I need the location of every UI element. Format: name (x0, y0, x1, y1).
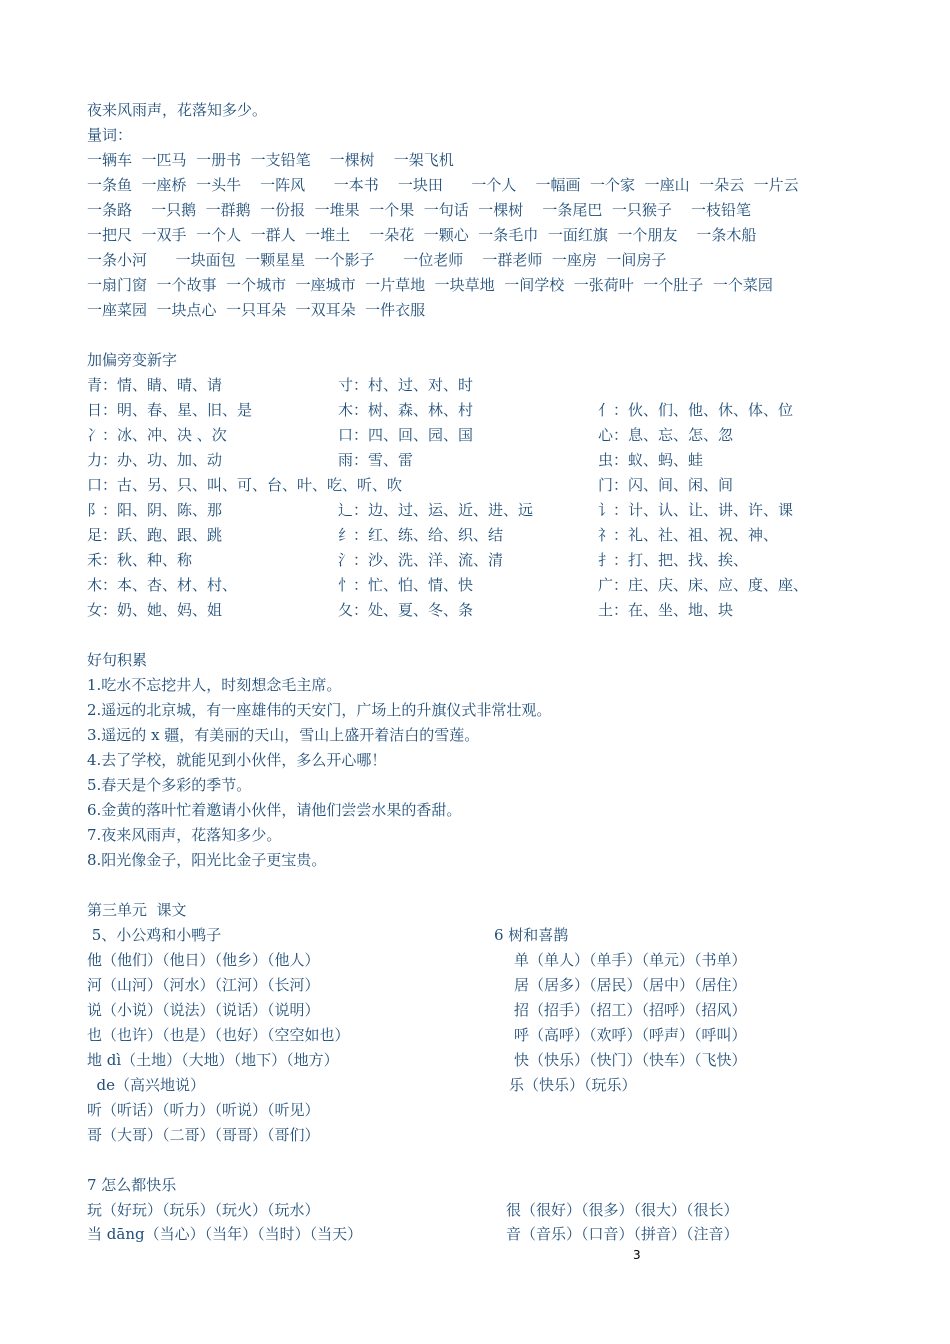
radical-row (0, 450, 950, 470)
lesson6-line: 乐（快乐）（玩乐） (509, 1076, 637, 1094)
lesson5-line: 河（山河）（河水）（江河）（长河） (87, 976, 320, 994)
measure-line: 一条路 一只鹅 一群鹅 一份报 一堆果 一个果 一句话 一棵树 一条尾巴 一只猴子 一枝铅笔 (87, 201, 751, 219)
radical-cell: 亻：伙、们、他、休、体、位 (598, 401, 794, 419)
sentence-item: 3.遥远的 x 疆，有美丽的天山，雪山上盛开着洁白的雪莲。 (87, 726, 480, 744)
radical-row (0, 475, 950, 495)
sentence-item: 1.吃水不忘挖井人，时刻想念毛主席。 (87, 676, 342, 694)
lesson5-line: 也（也许）（也是）（也好）（空空如也） (87, 1026, 350, 1044)
radical-cell: 门：闪、间、闲、间 (598, 476, 734, 494)
radical-row (0, 375, 950, 395)
sentence-item: 7.夜来风雨声，花落知多少。 (87, 826, 282, 844)
radical-cell: 虫：蚁、蚂、蛙 (598, 451, 704, 469)
measure-line: 一座菜园 一块点心 一只耳朵 一双耳朵 一件衣服 (87, 301, 426, 319)
measure-line: 一扇门窗 一个故事 一个城市 一座城市 一片草地 一块草地 一间学校 一张荷叶 一个肚子 一个菜园 (87, 276, 773, 294)
lesson5-line: 哥（大哥）（二哥）（哥哥）（哥们） (87, 1126, 320, 1144)
radical-cell: 礻：礼、社、祖、祝、神、 (598, 526, 779, 544)
sentence-item: 5.春天是个多彩的季节。 (87, 776, 252, 794)
radical-cell: 心：息、忘、怎、忽 (598, 426, 734, 444)
unit3-heading: 第三单元 课文 (87, 901, 187, 919)
radical-row (0, 550, 950, 570)
page-number: 3 (633, 1248, 641, 1262)
radicals-heading: 加偏旁变新字 (87, 351, 178, 369)
radical-cell: 忄：忙、怕、情、快 (338, 576, 474, 594)
lesson5-line: 他（他们）（他日）（他乡）（他人） (87, 951, 320, 969)
lesson5-line: de（高兴地说） (87, 1076, 206, 1094)
radical-cell: 夂：处、夏、冬、条 (338, 601, 474, 619)
radical-row (0, 575, 950, 595)
radical-cell: 寸：村、过、对、时 (338, 376, 474, 394)
radical-cell: 冫：冰、冲、决 、次 (87, 426, 227, 444)
radical-cell: 禾：秋、种、称 (87, 551, 193, 569)
radical-row (0, 400, 950, 420)
lesson5-line: 听（听话）（听力）（听说）（听见） (87, 1101, 320, 1119)
radical-cell: 扌：打、把、找、挨、 (598, 551, 749, 569)
radical-cell: 氵：沙、洗、洋、流、清 (338, 551, 504, 569)
lesson7-line: 很（很好）（很多）（很大）（很长） (506, 1201, 739, 1219)
radical-row (0, 500, 950, 520)
radical-cell: 口：古、另、只、叫、可、台、叶、吃、听、吹 (87, 476, 403, 494)
radical-cell: 辶：边、过、运、近、进、远 (338, 501, 534, 519)
sentences-heading: 好句积累 (87, 651, 148, 669)
radical-cell: 日：明、春、星、旧、是 (87, 401, 253, 419)
lesson6-line: 招（招手）（招工）（招呼）（招风） (514, 1001, 747, 1019)
radical-row (0, 525, 950, 545)
lesson6-line: 呼（高呼）（欢呼）（呼声）（呼叫） (514, 1026, 747, 1044)
radical-cell: 广：庄、庆、床、应、度、座、 (598, 576, 809, 594)
lesson6-line: 居（居多）（居民）（居中）（居住） (514, 976, 747, 994)
radical-cell: 口：四、回、园、国 (338, 426, 474, 444)
radical-cell: 雨：雪、雷 (338, 451, 414, 469)
radical-row (0, 425, 950, 445)
radical-cell: 足：跃、跑、跟、跳 (87, 526, 223, 544)
radical-cell: 纟：红、练、给、织、结 (338, 526, 504, 544)
lesson7-line: 音（音乐）（口音）（拼音）（注音） (506, 1225, 739, 1243)
radical-cell: 土：在、坐、地、块 (598, 601, 734, 619)
radical-cell: 女：奶、她、妈、姐 (87, 601, 223, 619)
radical-cell: 木：本、杏、材、村、 (87, 576, 238, 594)
sentence-item: 6.金黄的落叶忙着邀请小伙伴，请他们尝尝水果的香甜。 (87, 801, 462, 819)
measure-line: 一条小河 一块面包 一颗星星 一个影子 一位老师 一群老师 一座房 一间房子 (87, 251, 667, 269)
measure-line: 一辆车 一匹马 一册书 一支铅笔 一棵树 一架飞机 (87, 151, 454, 169)
lesson6-line: 快（快乐）（快门）（快车）（飞快） (514, 1051, 747, 1069)
lesson7-line: 玩（好玩）（玩乐）（玩火）（玩水） (87, 1201, 320, 1219)
intro-line: 夜来风雨声，花落知多少。 (87, 101, 268, 119)
radical-cell: 讠：计、认、让、讲、许、课 (598, 501, 794, 519)
lesson7-title: 7 怎么都快乐 (87, 1176, 177, 1194)
lesson5-title: 5、小公鸡和小鸭子 (87, 926, 222, 944)
lesson6-line: 单（单人）（单手）（单元）（书单） (514, 951, 747, 969)
radical-cell: 力：办、功、加、动 (87, 451, 223, 469)
radical-cell: 青：情、睛、晴、请 (87, 376, 223, 394)
lesson5-line: 说（小说）（说法）（说话）（说明） (87, 1001, 320, 1019)
radical-cell: 阝：阳、阴、陈、那 (87, 501, 223, 519)
measure-line: 一把尺 一双手 一个人 一群人 一堆土 一朵花 一颗心 一条毛巾 一面红旗 一个朋友 一条木船 (87, 226, 757, 244)
lesson5-line: 地 dì（土地）（大地）（地下）（地方） (87, 1051, 339, 1069)
sentence-item: 2.遥远的北京城，有一座雄伟的天安门，广场上的升旗仪式非常壮观。 (87, 701, 552, 719)
sentence-item: 8.阳光像金子，阳光比金子更宝贵。 (87, 851, 327, 869)
lesson7-line: 当 dāng（当心）（当年）（当时）（当天） (87, 1225, 363, 1243)
radical-cell: 木：树、森、林、村 (338, 401, 474, 419)
measure-line: 一条鱼 一座桥 一头牛 一阵风 一本书 一块田 一个人 一幅画 一个家 一座山 一朵云 一片云 (87, 176, 799, 194)
sentence-item: 4.去了学校，就能见到小伙伴，多么开心哪！ (87, 751, 387, 769)
lesson6-title: 6 树和喜鹊 (494, 926, 569, 944)
radical-row (0, 600, 950, 620)
measure-heading: 量词： (87, 126, 133, 144)
